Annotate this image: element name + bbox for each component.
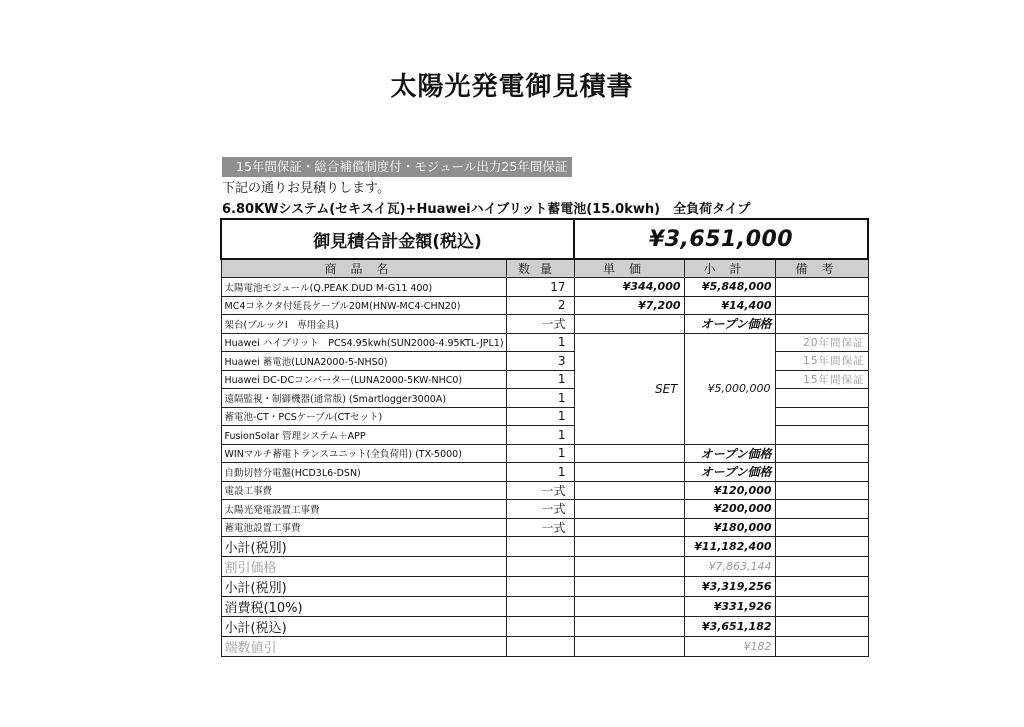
item-qty: 1 bbox=[506, 333, 574, 352]
item-note bbox=[775, 463, 868, 482]
item-subtotal: オープン価格 bbox=[684, 315, 775, 334]
table-row bbox=[221, 333, 868, 352]
item-qty: 3 bbox=[506, 352, 574, 371]
item-name: 電設工事費 bbox=[221, 481, 506, 500]
summary-value: ¥3,651,182 bbox=[684, 617, 775, 637]
item-qty: 1 bbox=[506, 370, 574, 389]
total-label: 御見積合計金額(税込) bbox=[221, 219, 574, 259]
item-qty: 一式 bbox=[506, 500, 574, 519]
item-qty: 1 bbox=[506, 463, 574, 482]
item-note bbox=[775, 481, 868, 500]
item-name: 蓄電池-CT・PCSケーブル(CTセット) bbox=[221, 407, 506, 426]
summary-empty bbox=[574, 537, 684, 557]
summary-value: ¥331,926 bbox=[684, 597, 775, 617]
summary-value: ¥11,182,400 bbox=[684, 537, 775, 557]
item-note bbox=[775, 315, 868, 334]
summary-empty bbox=[574, 617, 684, 637]
item-note bbox=[775, 518, 868, 537]
intro-text: 下記の通りお見積りします。 bbox=[222, 181, 390, 196]
header-subtotal: 小計 bbox=[684, 259, 775, 278]
summary-label: 割引価格 bbox=[221, 557, 506, 577]
summary-value: ¥3,319,256 bbox=[684, 577, 775, 597]
item-subtotal: ¥180,000 bbox=[684, 518, 775, 537]
item-note bbox=[775, 500, 868, 519]
table-row bbox=[221, 278, 868, 297]
summary-row bbox=[221, 617, 868, 637]
item-name: MC4コネクタ付延長ケーブル20M(HNW-MC4-CHN20) bbox=[221, 296, 506, 315]
item-qty: 一式 bbox=[506, 481, 574, 500]
page-title: 太陽光発電御見積書 bbox=[390, 72, 634, 102]
item-name: 蓄電池設置工事費 bbox=[221, 518, 506, 537]
item-name: 架台(ブルックⅠ 専用金具) bbox=[221, 315, 506, 334]
set-subtotal: ¥5,000,000 bbox=[684, 333, 775, 444]
summary-empty bbox=[775, 597, 868, 617]
summary-empty bbox=[506, 597, 574, 617]
summary-row bbox=[221, 597, 868, 617]
summary-empty bbox=[506, 637, 574, 657]
item-name: Huawei ハイブリット PCS4.95kwh(SUN2000-4.95KTL-JPL1) bbox=[221, 333, 506, 352]
item-note: 15年間保証 bbox=[775, 370, 868, 389]
summary-empty bbox=[574, 597, 684, 617]
summary-row bbox=[221, 637, 868, 657]
item-note bbox=[775, 426, 868, 445]
summary-label: 小計(税込) bbox=[221, 617, 506, 637]
item-name: 太陽電池モジュール(Q.PEAK DUD M-G11 400) bbox=[221, 278, 506, 297]
item-note bbox=[775, 444, 868, 463]
header-qty: 数量 bbox=[506, 259, 574, 278]
item-name: 遠隔監視・制御機器(通常版) (Smartlogger3000A) bbox=[221, 389, 506, 408]
summary-empty bbox=[775, 557, 868, 577]
summary-value: ¥7,863,144 bbox=[684, 557, 775, 577]
set-unit: SET bbox=[574, 333, 684, 444]
item-note bbox=[775, 389, 868, 408]
item-note bbox=[775, 407, 868, 426]
item-name: FusionSolar 管理システム＋APP bbox=[221, 426, 506, 445]
summary-empty bbox=[506, 557, 574, 577]
item-subtotal: ¥200,000 bbox=[684, 500, 775, 519]
item-unit bbox=[574, 444, 684, 463]
item-unit bbox=[574, 500, 684, 519]
table-row bbox=[221, 481, 868, 500]
summary-row bbox=[221, 557, 868, 577]
item-qty: 一式 bbox=[506, 315, 574, 334]
table-header bbox=[221, 259, 868, 278]
header-note: 備考 bbox=[775, 259, 868, 278]
summary-empty bbox=[506, 577, 574, 597]
summary-empty bbox=[775, 537, 868, 557]
summary-label: 消費税(10%) bbox=[221, 597, 506, 617]
summary-empty bbox=[775, 617, 868, 637]
summary-empty bbox=[574, 557, 684, 577]
item-qty: 1 bbox=[506, 426, 574, 445]
summary-empty bbox=[506, 617, 574, 637]
item-qty: 一式 bbox=[506, 518, 574, 537]
item-name: Huawei 蓄電池(LUNA2000-5-NHS0) bbox=[221, 352, 506, 371]
item-qty: 1 bbox=[506, 389, 574, 408]
summary-label: 小計(税別) bbox=[221, 537, 506, 557]
summary-value: ¥182 bbox=[684, 637, 775, 657]
item-subtotal: ¥14,400 bbox=[684, 296, 775, 315]
header-item: 商品名 bbox=[221, 259, 506, 278]
table-row bbox=[221, 296, 868, 315]
summary-empty bbox=[574, 577, 684, 597]
summary-label: 小計(税別) bbox=[221, 577, 506, 597]
item-note: 15年間保証 bbox=[775, 352, 868, 371]
table-row bbox=[221, 444, 868, 463]
item-note bbox=[775, 296, 868, 315]
summary-row bbox=[221, 577, 868, 597]
item-name: 太陽光発電設置工事費 bbox=[221, 500, 506, 519]
summary-empty bbox=[775, 637, 868, 657]
item-unit: ¥344,000 bbox=[574, 278, 684, 297]
item-note bbox=[775, 278, 868, 297]
total-amount: ¥3,651,000 bbox=[574, 219, 868, 259]
item-qty: 1 bbox=[506, 444, 574, 463]
table-row bbox=[221, 463, 868, 482]
system-description: 6.80KWシステム(セキスイ瓦)+Huaweiハイブリット蓄電池(15.0kwh) 全負荷タイプ bbox=[222, 202, 751, 217]
item-qty: 17 bbox=[506, 278, 574, 297]
summary-empty bbox=[574, 637, 684, 657]
table-row bbox=[221, 518, 868, 537]
item-name: WINマルチ蓄電トランスユニット(全負荷用) (TX-5000) bbox=[221, 444, 506, 463]
item-qty: 1 bbox=[506, 407, 574, 426]
item-unit bbox=[574, 481, 684, 500]
table-row bbox=[221, 500, 868, 519]
item-name: 自動切替分電盤(HCD3L6-DSN) bbox=[221, 463, 506, 482]
item-unit bbox=[574, 463, 684, 482]
item-name: Huawei DC-DCコンバーター(LUNA2000-5KW-NHC0) bbox=[221, 370, 506, 389]
item-unit: ¥7,200 bbox=[574, 296, 684, 315]
total-row bbox=[221, 219, 868, 259]
item-qty: 2 bbox=[506, 296, 574, 315]
item-unit bbox=[574, 518, 684, 537]
warranty-banner: 15年間保証・総合補償制度付・モジュール出力25年間保証 bbox=[222, 157, 572, 177]
item-subtotal: ¥120,000 bbox=[684, 481, 775, 500]
estimate-table bbox=[220, 218, 869, 657]
item-subtotal: ¥5,848,000 bbox=[684, 278, 775, 297]
summary-empty bbox=[506, 537, 574, 557]
item-unit bbox=[574, 315, 684, 334]
table-row bbox=[221, 315, 868, 334]
summary-row bbox=[221, 537, 868, 557]
item-subtotal: オープン価格 bbox=[684, 444, 775, 463]
summary-empty bbox=[775, 577, 868, 597]
summary-label: 端数値引 bbox=[221, 637, 506, 657]
item-subtotal: オープン価格 bbox=[684, 463, 775, 482]
item-note: 20年間保証 bbox=[775, 333, 868, 352]
header-unit: 単価 bbox=[574, 259, 684, 278]
